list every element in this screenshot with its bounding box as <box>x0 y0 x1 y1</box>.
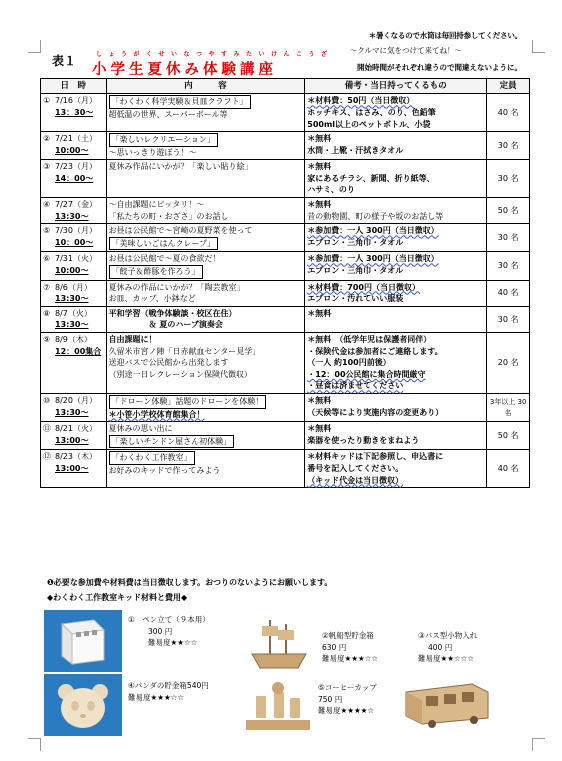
content-cell <box>106 224 305 252</box>
bring-line: ＊材料費：50円（当日徴収） <box>307 96 415 106</box>
row-time: 13:00～ <box>55 435 89 445</box>
bring-line: エプロン・三角巾・タオル <box>307 266 404 276</box>
col-header-date: 日 時 <box>41 79 107 94</box>
kit-section-title: ◆わくわく工作教室キッド材料と費用◆ <box>47 593 188 602</box>
bring-cell <box>305 306 487 332</box>
capacity-cell: 30 名 <box>487 160 530 198</box>
page-title: 小学生夏休み体験講座 <box>92 62 277 78</box>
bring-line: （天候等により実施内容の変更あり） <box>307 407 444 417</box>
bring-line: ・昼食は済ませてください <box>307 381 404 391</box>
kit-item <box>418 630 477 665</box>
bring-line: （キッド代金は当日徴収） <box>307 475 404 485</box>
capacity-cell: 50 名 <box>487 422 530 450</box>
table-row <box>41 198 530 224</box>
row-time: 10:00～ <box>55 145 89 155</box>
row-number: ④ <box>43 200 51 210</box>
kit-item <box>128 680 209 703</box>
date-cell <box>41 198 107 224</box>
row-date: 7/30（月） <box>55 226 97 236</box>
pen-stand-image <box>44 610 122 672</box>
row-date: 8/20（月） <box>55 395 97 405</box>
table-row <box>41 450 530 488</box>
content-title: 夏休みの作品にいかが？「陶芸教室」 <box>108 282 245 292</box>
row-number: ⑤ <box>43 226 51 236</box>
content-cell <box>106 280 305 306</box>
table-row <box>41 422 530 450</box>
bring-line: 500ml以上のペットボトル、小袋 <box>307 119 431 129</box>
row-number: ⑧ <box>43 308 51 318</box>
kit-label: ⑤コーヒーカップ <box>318 683 377 692</box>
capacity-cell: 30 名 <box>487 252 530 280</box>
row-date: 7/27（金） <box>55 200 97 210</box>
content-title: ～自由課題にピッタリ！～ <box>108 200 205 210</box>
date-cell <box>41 280 107 306</box>
row-time: 13:30～ <box>55 294 89 304</box>
capacity-cell: 30 名 <box>487 224 530 252</box>
row-time: 12：00集合 <box>55 346 102 356</box>
bring-line: ＊参加費：一人 300円（当日徴収） <box>307 254 439 264</box>
content-detail: お昼は公民館で～宮崎の夏野菜を使って <box>108 226 253 236</box>
row-number: ⑦ <box>43 282 51 292</box>
content-detail: 「私たちの町・おざさ」のお話し <box>108 211 229 221</box>
content-cell <box>106 422 305 450</box>
row-number: ⑩ <box>43 395 51 405</box>
date-cell <box>41 306 107 332</box>
content-detail: 超低温の世界、スーパーボール等 <box>108 109 228 119</box>
row-date: 8/9（木） <box>55 335 92 344</box>
content-detail: 送迎バスで公民館から出発します <box>108 358 229 368</box>
date-cell <box>41 333 107 394</box>
content-title: 平和学習（戦争体験談・校区在住） <box>108 308 237 318</box>
table-row <box>41 224 530 252</box>
row-date: 8/7（火） <box>55 308 92 318</box>
table-row <box>41 252 530 280</box>
row-date: 7/16（月） <box>55 96 97 106</box>
capacity-cell: 30 名 <box>487 132 530 160</box>
bring-line: 家にあるチラシ、新聞、折り紙等、 <box>307 173 435 183</box>
content-title: 「美味しいごはんクレープ」 <box>109 237 219 251</box>
date-cell <box>41 94 107 132</box>
kit-item <box>318 682 377 717</box>
bring-cell <box>305 450 487 488</box>
bring-line: ＊無料 <box>307 200 332 210</box>
row-number: ② <box>43 134 51 144</box>
bring-line: ＊無料 <box>307 308 332 318</box>
row-time: 13:00～ <box>55 463 89 473</box>
bring-cell <box>305 94 487 132</box>
bring-line: ＊無料 （低学年児は保護者同伴） <box>307 335 432 344</box>
row-number: ⑨ <box>43 335 51 344</box>
content-cell <box>106 160 305 198</box>
row-time: 10：00～ <box>55 237 94 247</box>
table-row <box>41 280 530 306</box>
capacity-cell: 3年以上 30 名 <box>487 393 530 421</box>
content-detail: 夏休みの思い出に <box>108 424 173 434</box>
row-date: 8/21（火） <box>55 424 97 434</box>
note-water-bottle: ＊暑くなるので水筒は毎回持参してください。 <box>368 31 522 40</box>
bring-line: ＊材料キッドは下記参照し、申込書に <box>307 452 444 462</box>
payment-notice: ❶必要な参加費や材料費は当日徴収します。おつりのないようにお願いします。 <box>47 578 333 587</box>
row-time: 13：30～ <box>55 107 94 117</box>
note-start-times: 開始時間がそれぞれ違うので間違えないように。 <box>357 63 522 72</box>
row-number: ⑪ <box>43 424 51 434</box>
bring-cell <box>305 132 487 160</box>
bring-line: エプロン・汚れていい服装 <box>307 294 404 304</box>
bring-line: ・保険代金は参加者にご連絡します。 <box>307 346 443 356</box>
capacity-cell: 40 名 <box>487 280 530 306</box>
note-car-caution: ～クルマに気をつけて来てね！～ <box>349 46 462 55</box>
row-date: 8/23（木） <box>55 452 97 462</box>
content-detail: ～思いっきり遊ぼう！～ <box>108 147 197 157</box>
col-header-content: 内 容 <box>106 79 305 94</box>
bring-line: ＊無料 <box>307 134 332 144</box>
content-cell <box>106 450 305 488</box>
bring-cell <box>305 393 487 421</box>
capacity-cell: 20 名 <box>487 333 530 394</box>
bring-line: 水筒・上靴・汗拭きタオル <box>307 145 404 155</box>
bring-line: ＊無料 <box>307 395 332 405</box>
date-cell <box>41 224 107 252</box>
crop-mark <box>28 40 41 53</box>
content-cell <box>106 333 305 394</box>
bring-line: ＊無料 <box>307 162 332 172</box>
row-number: ③ <box>43 162 51 172</box>
content-cell <box>106 198 305 224</box>
content-title: 「楽しいチンドン屋さん初体験」 <box>109 435 235 449</box>
kit-price: 750 円 <box>318 694 343 704</box>
table-row <box>41 132 530 160</box>
bring-cell <box>305 160 487 198</box>
kit-price: 630 円 <box>322 642 347 652</box>
content-cell <box>106 132 305 160</box>
kit-price: 300 円 <box>148 626 173 636</box>
bring-line: ・12：00公民館に集合時間厳守 <box>307 369 426 379</box>
kit-difficulty: 難易度★★★☆☆ <box>322 654 379 664</box>
content-detail: お皿、カップ、小鉢など <box>108 294 196 304</box>
crop-mark <box>532 40 545 53</box>
date-cell <box>41 450 107 488</box>
bring-line: ＊参加費：一人 300円（当日徴収） <box>307 226 439 236</box>
table-row <box>41 160 530 198</box>
table-row <box>41 306 530 332</box>
kit-difficulty: 難易度★★★★☆ <box>318 706 375 716</box>
content-detail: （別途一日レクレーション保険代徴収） <box>108 369 253 379</box>
date-cell <box>41 252 107 280</box>
date-cell <box>41 160 107 198</box>
schedule-table <box>40 78 530 488</box>
bring-cell <box>305 198 487 224</box>
kit-price: 400 円 <box>428 642 453 652</box>
content-title: 久留米市宮ノ陣「日赤献血センター見学」 <box>108 346 261 356</box>
bring-line: エプロン・三角巾・タオル <box>307 237 404 247</box>
row-date: 7/21（土） <box>55 134 97 144</box>
capacity-cell: 30 名 <box>487 306 530 332</box>
row-date: 7/23（月） <box>55 162 97 172</box>
kit-difficulty: 難易度★★☆☆ <box>148 638 198 648</box>
content-detail: お昼は公民館で～夏の食欲だ！ <box>108 254 221 264</box>
capacity-cell: 40 名 <box>487 450 530 488</box>
content-cell <box>106 393 305 421</box>
bring-line: ＊材料費：700円（当日徴収） <box>307 282 420 292</box>
row-number: ⑫ <box>43 452 51 462</box>
row-time: 13:30～ <box>55 211 89 221</box>
content-title: 夏休み作品にいかが？「楽しい貼り絵」 <box>108 162 253 172</box>
bring-line: 昔の動物園、町の様子や坂のお話し等 <box>307 211 444 221</box>
kit-label: ③バス型小物入れ <box>418 631 478 640</box>
panda-bank-image <box>44 674 122 736</box>
crop-mark <box>28 738 41 751</box>
title-ruby: しょうがくせいなつやすみたいけんこうざ <box>96 51 334 58</box>
bring-line: ホッチキス、はさみ、のり、色鉛筆 <box>307 107 436 117</box>
crop-mark <box>532 738 545 751</box>
kit-difficulty: 難易度★★★☆☆ <box>128 692 185 702</box>
bring-cell <box>305 280 487 306</box>
bring-line: 楽器を使ったり動きをまねよう <box>307 435 420 445</box>
table-label: 表１ <box>52 54 77 68</box>
content-cell <box>106 306 305 332</box>
date-cell <box>41 393 107 421</box>
row-time: 13:30～ <box>55 407 89 417</box>
row-date: 8/6（月） <box>55 282 92 292</box>
content-title: 「楽しいレクリエーション」 <box>109 133 218 147</box>
bring-cell <box>305 422 487 450</box>
date-cell <box>41 422 107 450</box>
content-detail: ＊小笹小学校体育館集合！ <box>108 409 205 419</box>
bring-line: （一人 約100円前後） <box>307 358 391 368</box>
content-title: 「わくわく科学実験＆貝皿クラフト」 <box>109 95 251 109</box>
table-header-row <box>41 79 530 94</box>
table-row <box>41 333 530 394</box>
col-header-capacity: 定員 <box>487 79 530 94</box>
bring-cell <box>305 224 487 252</box>
bring-line: ＊無料 <box>307 424 332 434</box>
kit-item <box>128 614 210 649</box>
row-time: 10:00～ <box>55 266 89 276</box>
col-header-bring: 備考・当日持ってくるもの <box>305 79 487 94</box>
content-title: 「餃子＆酢豚を作ろう」 <box>109 265 203 279</box>
kit-difficulty: 難易度★★☆☆☆ <box>418 654 475 664</box>
bus-container-image <box>396 674 498 730</box>
content-detail: お好みのキッドで作ってみよう <box>108 465 221 475</box>
kit-label: ① ペン立て（９本用） <box>128 615 210 624</box>
capacity-cell: 40 名 <box>487 94 530 132</box>
bring-line: 番号を記入してください。 <box>307 463 404 473</box>
coffee-cup-image <box>240 676 316 736</box>
bring-line: ハサミ、のり <box>307 185 355 195</box>
kit-label: ②帆船型貯金箱 <box>322 631 374 640</box>
kit-item <box>322 630 378 665</box>
date-cell <box>41 132 107 160</box>
row-time: 14：00～ <box>55 173 94 183</box>
content-cell <box>106 252 305 280</box>
sailboat-bank-image <box>240 612 318 674</box>
row-date: 7/31（火） <box>55 254 97 264</box>
content-detail: ＆ 夏のハーブ演奏会 <box>148 320 223 330</box>
table-row <box>41 94 530 132</box>
table-row <box>41 393 530 421</box>
content-title: 「ドローン体験」話題のドローンを体験！ <box>109 395 267 409</box>
capacity-cell: 50 名 <box>487 198 530 224</box>
content-cell <box>106 94 305 132</box>
row-number: ⑥ <box>43 254 51 264</box>
bring-cell <box>305 333 487 394</box>
row-time: 13:30～ <box>55 320 89 330</box>
bring-cell <box>305 252 487 280</box>
content-title: 「わくわく工作教室」 <box>109 451 195 465</box>
row-number: ① <box>43 96 51 106</box>
kit-label: ④パンダの貯金箱540円 <box>128 681 209 690</box>
content-detail: 自由課題に！ <box>108 335 157 344</box>
